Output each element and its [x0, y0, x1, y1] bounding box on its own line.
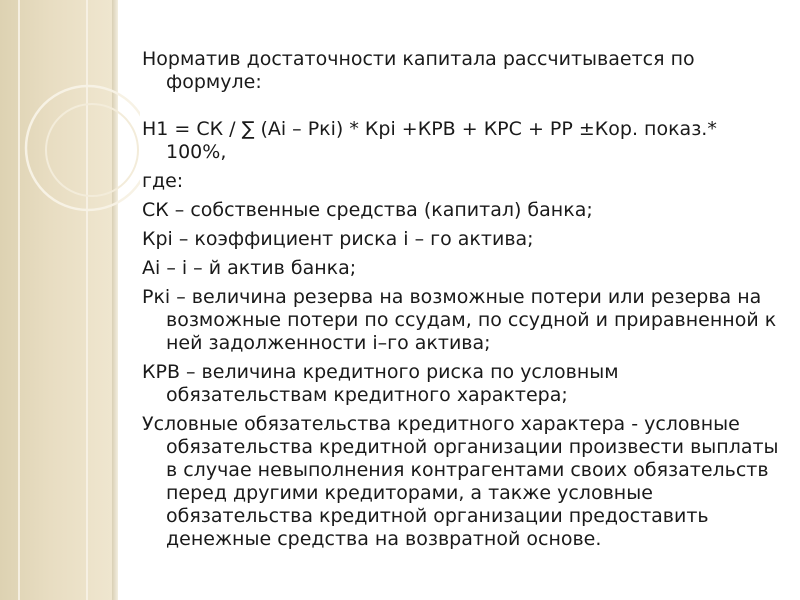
definition-pki: Pкi – величина резерва на возможные потери или резерва на возможные потери по ссудам, по ссудной и приравненной к ней задолженности i–го актива; — [142, 286, 777, 354]
definition-kpi: Кpi – коэффициент риска i – го актива; — [142, 228, 534, 250]
decorative-circles — [0, 0, 140, 260]
intro-text: Норматив достаточности капитала рассчитывается по формуле: — [142, 48, 695, 93]
where-label: где: — [142, 170, 184, 192]
formula-text: Н1 = СК / ∑ (Аi – Pкi) * Кpi +КРВ + КРС + РР ±Кор. показ.* 100%, — [142, 118, 717, 163]
slide-body — [142, 48, 782, 551]
definition-sk: СК – собственные средства (капитал) банка; — [142, 199, 593, 221]
definition-ai: Аi – i – й актив банка; — [142, 257, 357, 279]
definition-conditional-obligations: Условные обязательства кредитного характера - условные обязательства кредитной организации произвести выплаты в случае невыполнения контрагентами своих обязательств перед другими кредиторами, а также условные обязательства кредитной организации предоставить денежные средства на возвратной основе. — [142, 413, 779, 550]
decorative-circle-inner — [46, 104, 138, 196]
definition-krv: КРВ – величина кредитного риска по условным обязательствам кредитного характера; — [142, 361, 619, 406]
